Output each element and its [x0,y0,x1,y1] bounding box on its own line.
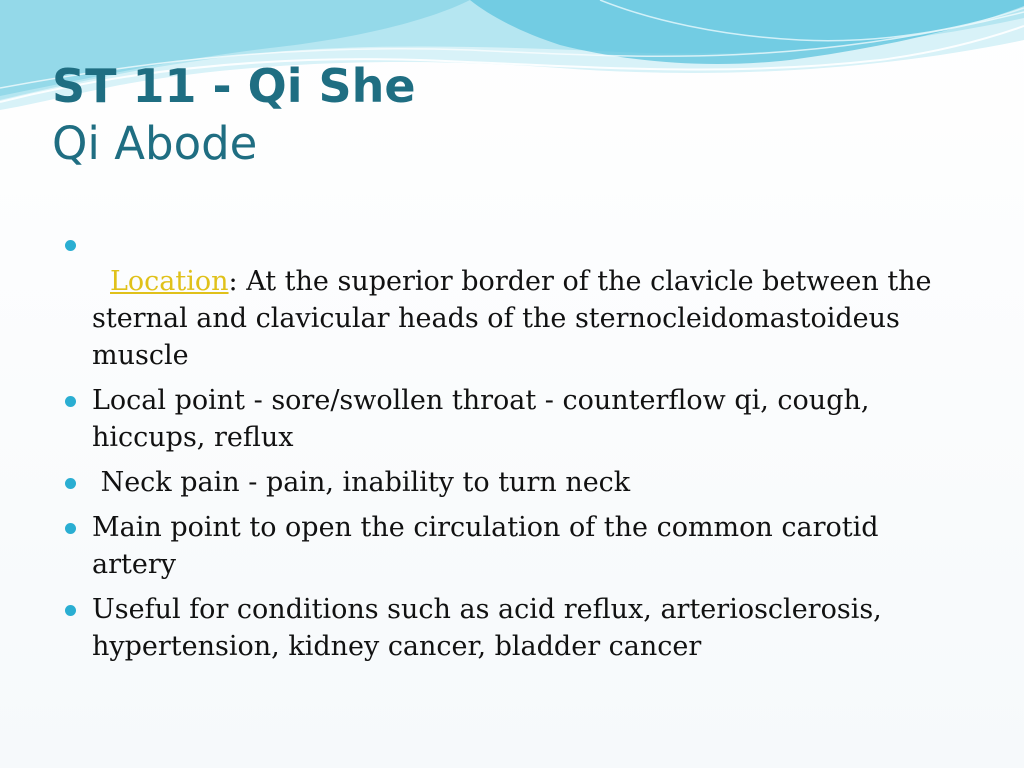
list-item-text: Main point to open the circulation of the common carotid artery [92,512,879,580]
bullet-icon [65,523,76,534]
bullet-icon [65,478,76,489]
slide-title [52,59,416,171]
list-item [62,464,962,501]
location-text: : At the superior border of the clavicle between the sternal and clavicular heads of the sternocleidomastoideus muscle [92,266,932,371]
blank-line [92,226,962,263]
list-item-text: Local point - sore/swollen throat - counterflow qi, cough, hiccups, reflux [92,385,870,453]
list-item [62,382,962,456]
list-item-text: Neck pain - pain, inability to turn neck [92,467,631,498]
bullet-icon [65,240,76,251]
list-item [62,509,962,583]
location-link[interactable]: Location [110,266,229,297]
list-item [62,591,962,665]
title-subtitle: Qi Abode [52,117,258,171]
bullet-icon [65,396,76,407]
list-item-location [62,226,962,374]
bullet-list [62,226,962,673]
title-main: ST 11 - Qi She [52,59,416,113]
list-item-text: Useful for conditions such as acid reflux, arteriosclerosis, hypertension, kidney cancer, bladder cancer [92,594,882,662]
bullet-icon [65,605,76,616]
